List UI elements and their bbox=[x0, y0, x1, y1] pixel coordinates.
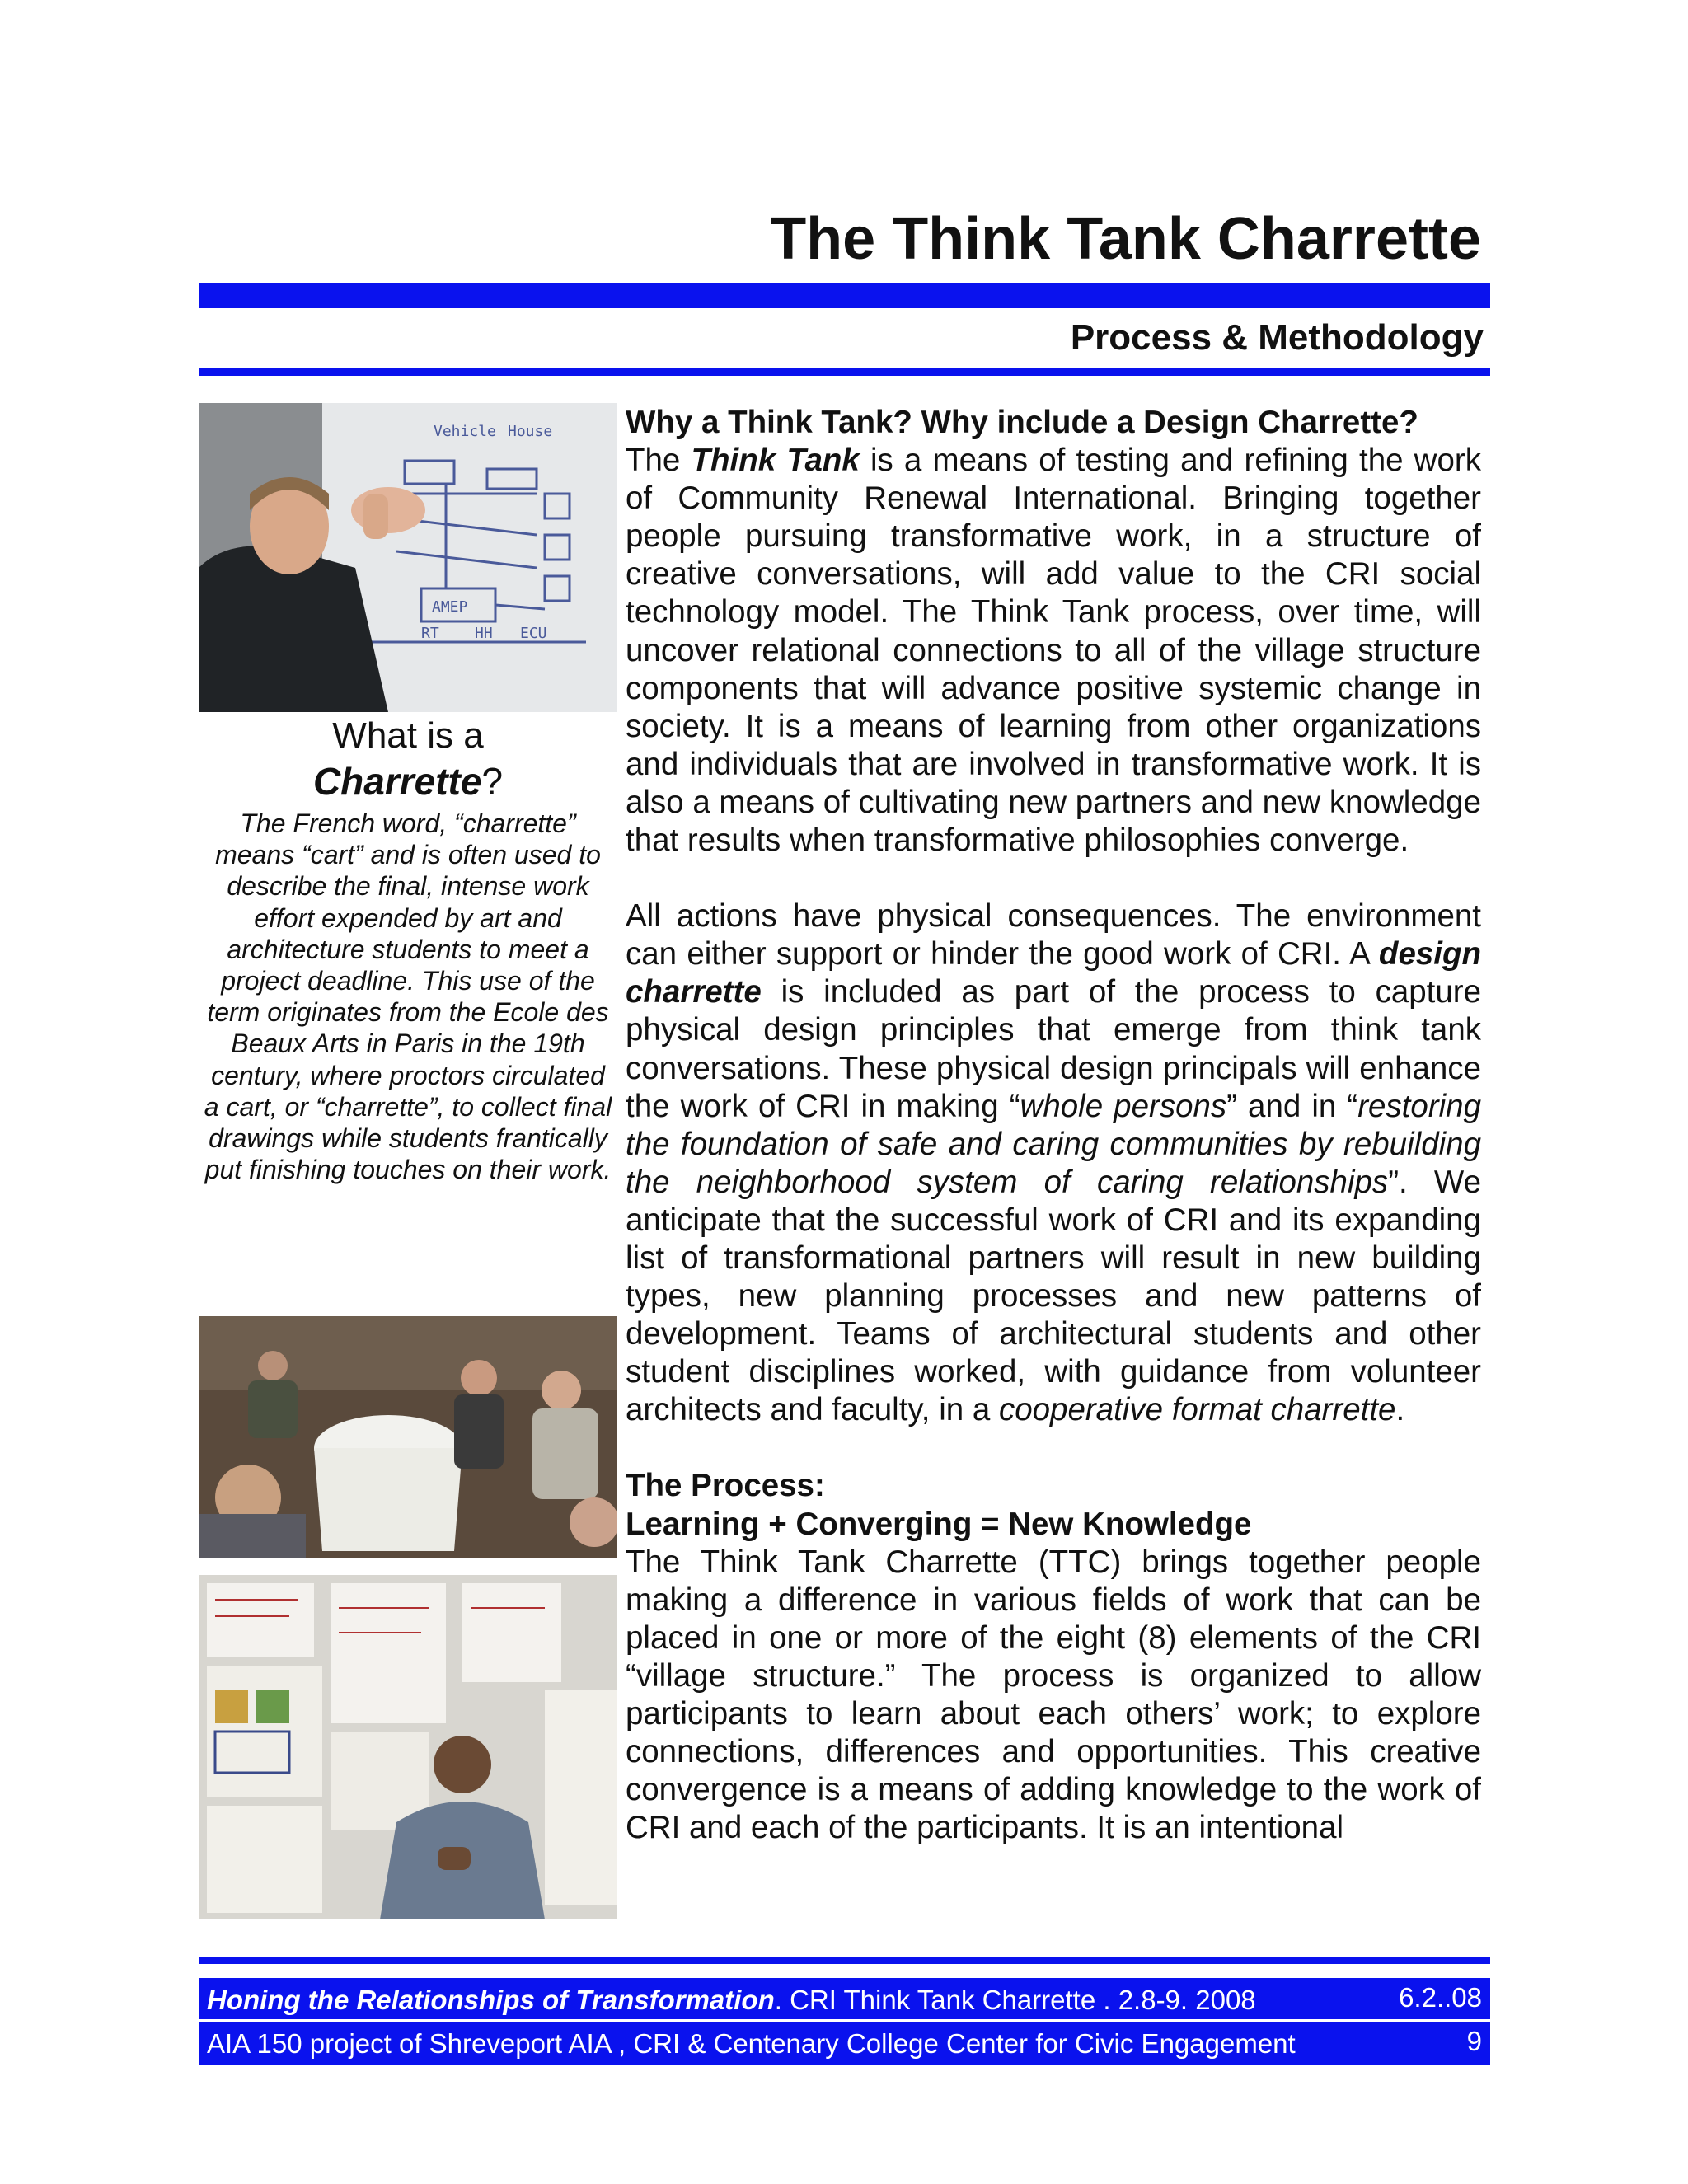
sidebar-body: The French word, “charrette” means “cart” and is often used to describe the final, intense work effort expended by art and architecture students to meet a project deadline. This use of the term originates from the Ecole des Beaux Arts in Paris in the 19th century, where proctors circulated a cart, or “charrette”, to collect final drawings while students frantically put finishing touches on their work. bbox=[204, 808, 612, 1185]
sidebar-heading-term: Charrette bbox=[312, 760, 482, 803]
sidebar-heading: What is a bbox=[332, 715, 484, 756]
page-title: The Think Tank Charrette bbox=[770, 206, 1481, 272]
text-run: is a means of testing and refining the work of Community Renewal International. Bringing together people pursuing transformative work, in a structure of creative conversations, will add value to the CRI social technology model. The Think Tank process, over time, will uncover relational connections to all of the village structure components that will advance positive systemic change in society. It is a means of learning from other organizations and individuals that are involved in transformative work. It is also a means of cultivating new partners and new knowledge that results when transformative philosophies converge. bbox=[626, 443, 1481, 859]
footer-title bbox=[207, 1982, 1256, 2018]
paragraph-design-charrette bbox=[626, 898, 1481, 1429]
title-rule bbox=[199, 283, 1490, 308]
footer-row-2 bbox=[199, 2022, 1490, 2063]
quote-restoring: restoring the foundation of safe and caring communities by rebuilding the neighborhood system of caring relationships bbox=[626, 1088, 1481, 1200]
paragraph-think-tank bbox=[626, 442, 1481, 860]
intro-question: Why a Think Tank? Why include a Design Charrette? bbox=[626, 405, 1418, 440]
text-run: is included as part of the process to capture physical design principles that emerge from think tank conversations. These physical design principals will enhance the work of CRI in making “ bbox=[626, 974, 1481, 1124]
quote-whole-persons: whole persons bbox=[1020, 1088, 1227, 1124]
footer-credits: AIA 150 project of Shreveport AIA , CRI & Centenary College Center for Civic Engagement bbox=[207, 2028, 1296, 2059]
whiteboard-text: HH bbox=[475, 625, 493, 642]
page-subtitle: Process & Methodology bbox=[1070, 317, 1484, 358]
whiteboard-text: ECU bbox=[520, 625, 547, 642]
text-run: ” and in “ bbox=[1226, 1088, 1358, 1124]
process-heading: The Process: bbox=[626, 1468, 825, 1504]
charrette-sidebar bbox=[199, 714, 617, 1185]
footer-date: 6.2..08 bbox=[1399, 1982, 1482, 2013]
whiteboard-text: RT bbox=[421, 625, 439, 642]
photo-round-table-discussion bbox=[199, 1316, 617, 1558]
sidebar-heading-term-line bbox=[199, 758, 617, 804]
subtitle-rule bbox=[199, 368, 1490, 376]
term-design-charrette: design charrette bbox=[626, 936, 1481, 1010]
paragraph-process: The Think Tank Charrette (TTC) brings together people making a difference in various fields of work that can be placed in one or more of the eight (8) elements of the CRI “village structure.” The process is organized to allow participants to learn about each others’ work; to explore connections, differences and opportunities. This creative convergence is a means of adding knowledge to the work of CRI and each of the participants. It is an intentional bbox=[626, 1544, 1481, 1846]
text-run: All actions have physical consequences. The environment can either support or hinder the good work of CRI. A bbox=[626, 898, 1481, 972]
footer-row-1 bbox=[199, 1978, 1490, 2022]
quote-cooperative-format: cooperative format charrette bbox=[998, 1392, 1396, 1428]
whiteboard-text: House bbox=[508, 423, 553, 440]
footer-title-rest: . CRI Think Tank Charrette . 2.8-9. 2008 bbox=[774, 1985, 1256, 2015]
paragraph-gap bbox=[626, 860, 1481, 898]
page-footer bbox=[199, 1978, 1490, 2065]
photo-whiteboard-presenter bbox=[199, 403, 617, 712]
sidebar-heading-punct: ? bbox=[481, 760, 504, 803]
text-run: The bbox=[626, 443, 692, 479]
photo-student-presenter bbox=[199, 1575, 617, 1919]
text-run: . bbox=[1395, 1392, 1405, 1428]
term-think-tank: Think Tank bbox=[691, 443, 860, 479]
process-subheading: Learning + Converging = New Knowledge bbox=[626, 1506, 1252, 1542]
page-number: 9 bbox=[1466, 2026, 1482, 2056]
main-content bbox=[626, 404, 1481, 1847]
whiteboard-text: AMEP bbox=[432, 598, 468, 616]
footer-rule bbox=[199, 1957, 1490, 1964]
text-run: ”. We anticipate that the successful work of CRI and its expanding list of transformational partners will result in new building types, new planning processes and new patterns of development. Teams of architectural students and other student disciplines worked, with guidance from volunteer architects and faculty, in a bbox=[626, 1164, 1481, 1428]
footer-title-bold: Honing the Relationships of Transformation bbox=[207, 1985, 775, 2015]
paragraph-gap bbox=[626, 1429, 1481, 1467]
whiteboard-text: Vehicle bbox=[434, 423, 496, 440]
